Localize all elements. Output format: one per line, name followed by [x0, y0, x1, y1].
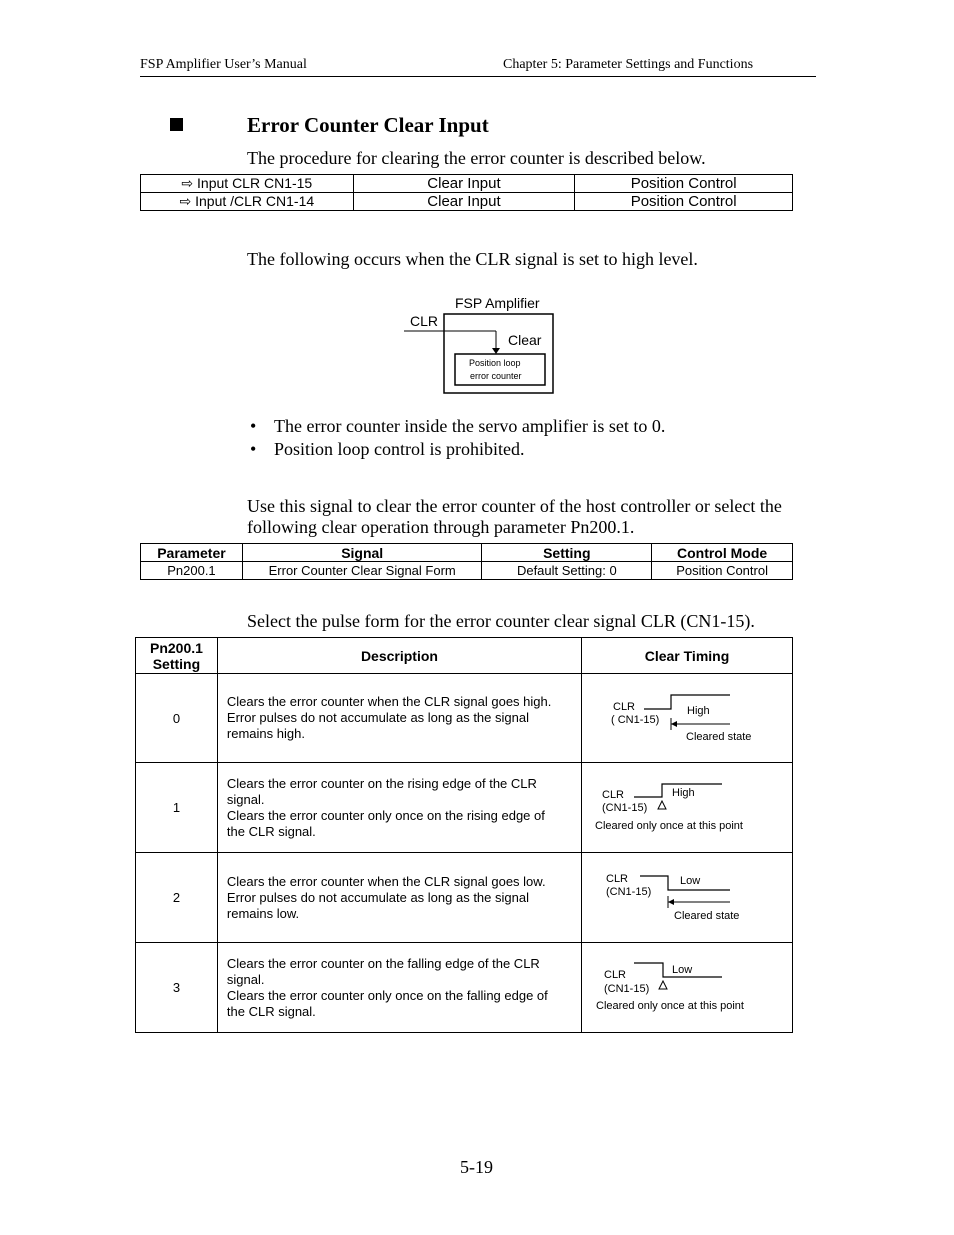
black-square-bullet-icon	[170, 118, 183, 131]
running-header-right: Chapter 5: Parameter Settings and Functions	[503, 57, 754, 72]
svg-text:CLR: CLR	[612, 701, 635, 713]
setting-cell: 2	[136, 853, 218, 943]
parameter-table	[140, 543, 793, 580]
timing-cell	[581, 853, 792, 943]
bullet-item: Position loop control is prohibited.	[274, 439, 525, 459]
clr-label: CLR	[410, 313, 439, 329]
table-row	[141, 175, 793, 193]
column-header-setting: Pn200.1 Setting	[136, 638, 218, 674]
column-header-description: Description	[217, 638, 581, 674]
svg-text:CLR: CLR	[601, 789, 624, 801]
input-cell: ⇨ Input /CLR CN1-14	[141, 193, 354, 211]
right-arrow-icon: ⇨	[179, 193, 192, 209]
table-cell: Error Counter Clear Signal Form	[242, 562, 482, 580]
use-signal-text-line2: following clear operation through parameter Pn200.1.	[247, 517, 635, 537]
input-cell: ⇨ Input CLR CN1-15	[141, 175, 354, 193]
svg-text:Low: Low	[679, 875, 701, 887]
edge-point-triangle-icon	[658, 801, 666, 809]
table-row	[136, 853, 793, 943]
control-cell: Position Control	[575, 193, 793, 211]
amplifier-label: FSP Amplifier	[455, 295, 540, 311]
down-arrow-icon	[492, 348, 500, 354]
setting-cell: 1	[136, 763, 218, 853]
table-header-row	[141, 544, 793, 562]
table-cell: Position Control	[652, 562, 793, 580]
svg-text:High: High	[686, 705, 710, 717]
clear-timing-table	[135, 637, 793, 1033]
control-cell: Position Control	[575, 175, 793, 193]
description-cell: Clears the error counter on the rising edge of the CLR signal. Clears the error counter only once on the rising edge of the CLR signal.	[217, 763, 581, 853]
column-header: Signal	[242, 544, 482, 562]
timing-cell	[581, 763, 792, 853]
signal-cell: Clear Input	[353, 175, 575, 193]
right-arrow-icon: ⇨	[181, 175, 194, 191]
timing-diagram-low-level	[582, 853, 791, 942]
timing-diagram-high-level	[582, 674, 791, 762]
timing-cell	[581, 674, 792, 763]
column-header: Control Mode	[652, 544, 793, 562]
svg-text:(CN1-15): (CN1-15)	[601, 802, 648, 814]
table-row	[136, 674, 793, 763]
edge-point-triangle-icon	[659, 981, 667, 989]
svg-text:Cleared only once at this poin: Cleared only once at this point	[595, 1000, 744, 1012]
timing-diagram-falling-edge	[582, 943, 791, 1032]
table-header-row	[136, 638, 793, 674]
description-cell: Clears the error counter when the CLR signal goes high. Error pulses do not accumulate as long as the signal remains high.	[217, 674, 581, 763]
table-row	[141, 562, 793, 580]
svg-text:Low: Low	[671, 964, 693, 976]
section-intro: The procedure for clearing the error counter is described below.	[247, 148, 706, 168]
signal-cell: Clear Input	[353, 193, 575, 211]
left-arrow-icon	[668, 899, 674, 905]
description-cell: Clears the error counter when the CLR signal goes low. Error pulses do not accumulate as long as the signal remains low.	[217, 853, 581, 943]
svg-text:( CN1-15): ( CN1-15)	[610, 714, 660, 726]
page-number: 5-19	[460, 1157, 493, 1177]
bullet-item: The error counter inside the servo amplifier is set to 0.	[274, 416, 666, 436]
clr-high-text: The following occurs when the CLR signal is set to high level.	[247, 249, 698, 269]
amplifier-diagram	[400, 292, 560, 396]
column-header: Parameter	[141, 544, 243, 562]
svg-text:CLR: CLR	[605, 873, 628, 885]
setting-cell: 3	[136, 943, 218, 1033]
counter-label-line2: error counter	[470, 371, 522, 381]
svg-text:High: High	[671, 787, 695, 799]
bullet-dot: •	[250, 416, 257, 436]
section-title: Error Counter Clear Input	[247, 113, 489, 137]
svg-text:Cleared state: Cleared state	[673, 910, 740, 922]
bullet-dot: •	[250, 439, 257, 459]
svg-text:(CN1-15): (CN1-15)	[603, 983, 650, 995]
input-signal-table	[140, 174, 793, 211]
timing-diagram-rising-edge	[582, 763, 791, 852]
column-header-timing: Clear Timing	[581, 638, 792, 674]
select-pulse-text: Select the pulse form for the error counter clear signal CLR (CN1-15).	[247, 611, 755, 631]
table-cell: Default Setting: 0	[482, 562, 652, 580]
table-cell: Pn200.1	[141, 562, 243, 580]
left-arrow-icon	[671, 721, 677, 727]
table-row	[136, 763, 793, 853]
column-header: Setting	[482, 544, 652, 562]
setting-cell: 0	[136, 674, 218, 763]
header-rule	[140, 76, 816, 77]
clear-label: Clear	[508, 332, 542, 348]
svg-text:(CN1-15): (CN1-15)	[605, 886, 652, 898]
running-header-left: FSP Amplifier User’s Manual	[140, 57, 307, 72]
timing-cell	[581, 943, 792, 1033]
use-signal-text-line1: Use this signal to clear the error counter of the host controller or select the	[247, 496, 782, 516]
table-row	[136, 943, 793, 1033]
svg-text:Cleared state: Cleared state	[685, 731, 752, 743]
description-cell: Clears the error counter on the falling edge of the CLR signal. Clears the error counter only once on the falling edge of the CLR signal.	[217, 943, 581, 1033]
svg-text:Cleared only once at this poin: Cleared only once at this point	[594, 820, 743, 832]
table-row	[141, 193, 793, 211]
counter-label-line1: Position loop	[469, 358, 521, 368]
svg-text:CLR: CLR	[603, 969, 626, 981]
